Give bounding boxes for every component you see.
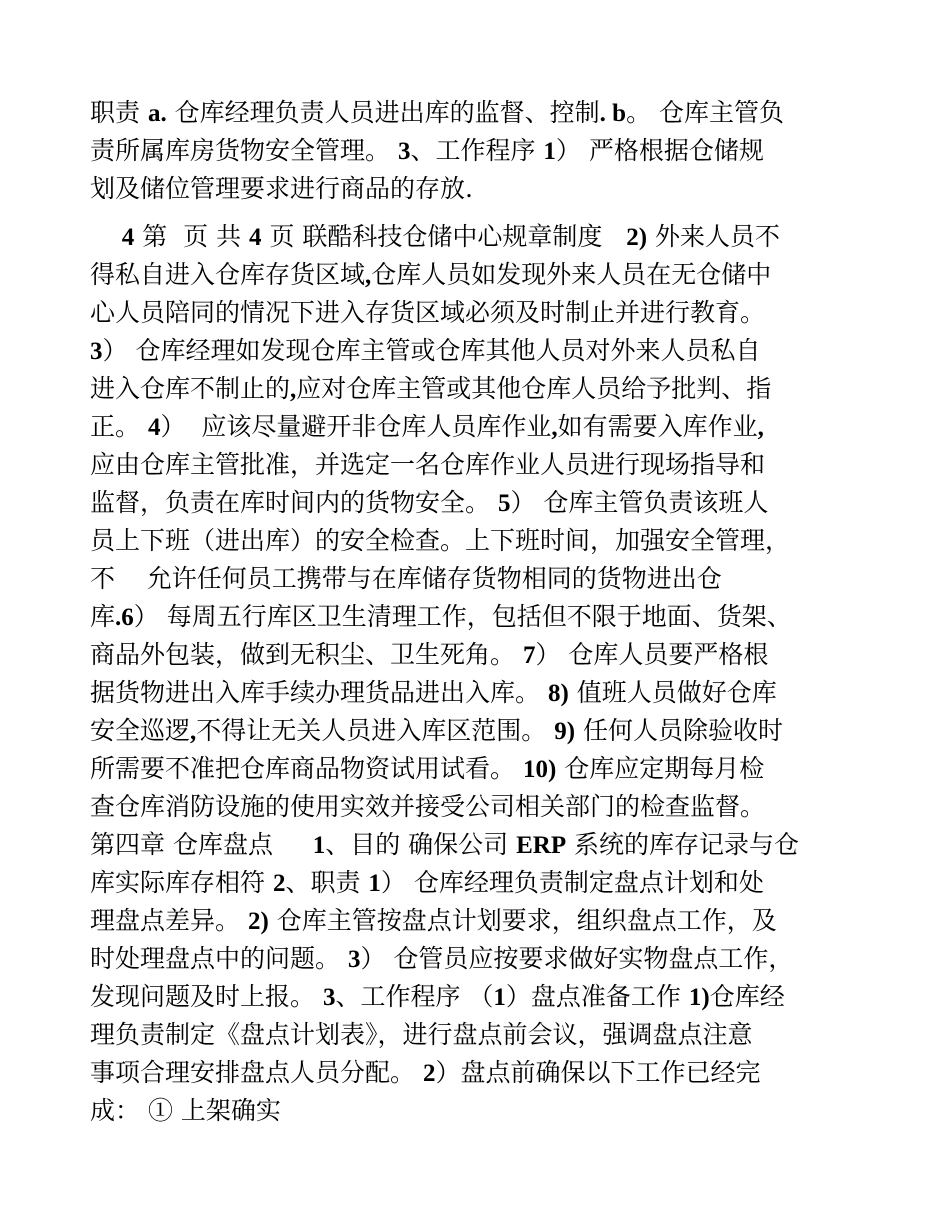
- text-run: 2): [626, 224, 648, 251]
- text-run: 3: [322, 984, 336, 1011]
- text-line: [90, 170, 870, 208]
- text-line: [90, 370, 870, 408]
- text-run: 3: [397, 138, 411, 165]
- text-run: 1: [493, 984, 506, 1011]
- text-run: 得私自进入仓库存货区域: [90, 260, 366, 289]
- text-run: 监督，负责在库时间内的货物安全。: [90, 488, 498, 517]
- text-line: [90, 132, 870, 170]
- text-run: 、职责: [285, 868, 369, 897]
- text-run: 正。: [90, 412, 148, 441]
- text-run: 事项合理安排盘点人员分配。: [90, 1058, 423, 1087]
- text-run: 理盘点差异。: [90, 906, 248, 935]
- text-run: 1: [368, 870, 381, 897]
- text-run: 员上下班（进出库）的安全检查。上下班时间，加强安全管理，: [90, 526, 791, 555]
- text-run: 外来人员不: [647, 222, 781, 251]
- text-run: 3: [90, 338, 103, 365]
- text-run: 页 联酷科技仓储中心规章制度: [261, 222, 627, 251]
- text-line: [90, 332, 870, 370]
- text-run: 据货物进出入库手续办理货品进出入库。: [90, 678, 548, 707]
- text-run: 、工作程序 （: [335, 982, 494, 1011]
- text-run: 4: [147, 414, 161, 441]
- text-run: ,: [290, 376, 297, 403]
- text-run: ,: [365, 262, 372, 289]
- text-run: 仓库经: [709, 982, 785, 1011]
- text-line: [90, 408, 870, 446]
- text-run: 安全巡逻: [90, 716, 191, 745]
- text-line: [90, 294, 870, 332]
- text-run: 仓库经理负责人员进出库的监督、控制: [166, 98, 600, 127]
- text-line: [90, 826, 870, 864]
- text-run: 如有需要入库作业: [557, 412, 758, 441]
- text-run: 应对仓库主管或其他仓库人员给予批判、指: [296, 374, 772, 403]
- text-run: 值班人员做好仓库: [568, 678, 777, 707]
- text-line: [90, 864, 870, 902]
- text-run: 任何人员除验收时: [575, 716, 783, 745]
- text-run: 1: [312, 832, 326, 859]
- text-run: 10): [522, 756, 557, 783]
- text-run: ） 严格根据仓储规: [555, 136, 764, 165]
- text-run: 4: [249, 224, 262, 251]
- text-line: [90, 1054, 870, 1092]
- text-run: ） 仓库经理如发现仓库主管或仓库其他人员对外来人员私自: [102, 336, 761, 365]
- text-run: 查仓库消防设施的使用实效并接受公司相关部门的检查监督。: [90, 792, 766, 821]
- text-line: [90, 674, 870, 712]
- text-run: 理负责制定《盘点计划表》，进行盘点前会议，强调盘点注意: [90, 1020, 753, 1049]
- text-run: 库: [90, 602, 116, 631]
- text-line: [90, 940, 870, 978]
- paragraph-duties: [90, 94, 870, 208]
- text-run: 、目的 确保公司: [325, 830, 517, 859]
- text-run: 仓库应定期每月检: [556, 754, 765, 783]
- text-line: [90, 560, 870, 598]
- text-line: [90, 1016, 870, 1054]
- text-run: 系统的库存记录与仓: [566, 830, 800, 859]
- text-run: 应由仓库主管批准，并选定一名仓库作业人员进行现场指导和: [90, 450, 766, 479]
- text-line: [90, 1092, 870, 1130]
- text-run: 2: [422, 1060, 436, 1087]
- text-run: ,: [551, 414, 558, 441]
- text-line: [90, 94, 870, 132]
- text-run: 5: [497, 490, 511, 517]
- text-run: 不得让无关人员进入库区范围。: [196, 716, 555, 745]
- text-run: ,: [190, 718, 197, 745]
- text-run: 1): [688, 984, 710, 1011]
- text-run: 划及储位管理要求进行商品的存放: [90, 174, 466, 203]
- text-run: 职责: [90, 98, 148, 127]
- text-run: 发现问题及时上报。: [90, 982, 323, 1011]
- text-run: 第四章 仓库盘点: [90, 830, 313, 859]
- text-run: 3: [347, 946, 361, 973]
- text-run: . b: [599, 100, 627, 127]
- text-run: 7: [522, 642, 536, 669]
- text-line: [90, 750, 870, 788]
- text-run: 商品外包装，做到无积尘、卫生死角。: [90, 640, 523, 669]
- text-line: [90, 484, 870, 522]
- text-run: 成： ① 上架确实: [90, 1096, 281, 1125]
- text-run: 第 页 共: [134, 222, 250, 251]
- text-run: ERP: [516, 832, 567, 859]
- text-run: .: [465, 174, 473, 203]
- text-run: 。 仓库主管负: [626, 98, 785, 127]
- text-line: [90, 218, 870, 256]
- text-run: ） 仓库经理负责制定盘点计划和处: [380, 868, 764, 897]
- text-line: [90, 712, 870, 750]
- text-line: [90, 636, 870, 674]
- text-run: ） 每周五行库区卫生清理工作，包括但不限于地面、货架、: [133, 602, 792, 631]
- text-run: 2): [247, 908, 269, 935]
- text-line: [90, 598, 870, 636]
- text-run: 责所属库房货物安全管理。: [90, 136, 398, 165]
- text-run: 1: [543, 138, 556, 165]
- text-run: ） 仓库主管负责该班人: [510, 488, 769, 517]
- text-run: ） 仓库人员要严格根: [535, 640, 769, 669]
- text-run: [90, 222, 122, 251]
- text-run: 心人员陪同的情况下进入存货区域必须及时制止并进行教育。: [90, 298, 766, 327]
- text-run: 、工作程序: [410, 136, 544, 165]
- text-run: 仓库人员如发现外来人员在无仓储中: [371, 260, 772, 289]
- text-run: 时处理盘点中的问题。: [90, 944, 348, 973]
- text-line: [90, 522, 870, 560]
- text-run: ,: [757, 414, 764, 441]
- text-run: 仓库主管按盘点计划要求，组织盘点工作，及: [268, 906, 777, 935]
- text-run: 9): [554, 718, 576, 745]
- text-run: ） 应该尽量避开非仓库人员库作业: [160, 412, 552, 441]
- text-line: [90, 446, 870, 484]
- text-run: 8): [547, 680, 569, 707]
- text-run: ）盘点前确保以下工作已经完: [435, 1058, 761, 1087]
- text-run: ）盘点准备工作: [505, 982, 689, 1011]
- text-run: 所需要不准把仓库商品物资试用试看。: [90, 754, 523, 783]
- text-line: [90, 902, 870, 940]
- text-line: [90, 978, 870, 1016]
- text-run: a.: [147, 100, 167, 127]
- text-run: .6: [115, 604, 134, 631]
- text-line: [90, 788, 870, 826]
- text-line: [90, 256, 870, 294]
- text-run: ） 仓管员应按要求做好实物盘点工作，: [360, 944, 794, 973]
- text-run: 不 允许任何员工携带与在库储存货物相同的货物进出仓: [90, 564, 722, 593]
- text-run: 库实际库存相符: [90, 868, 273, 897]
- paragraph-rules-and-inventory: [90, 218, 870, 1130]
- text-run: 2: [272, 870, 286, 897]
- text-run: 4: [121, 224, 135, 251]
- text-run: 进入仓库不制止的: [90, 374, 291, 403]
